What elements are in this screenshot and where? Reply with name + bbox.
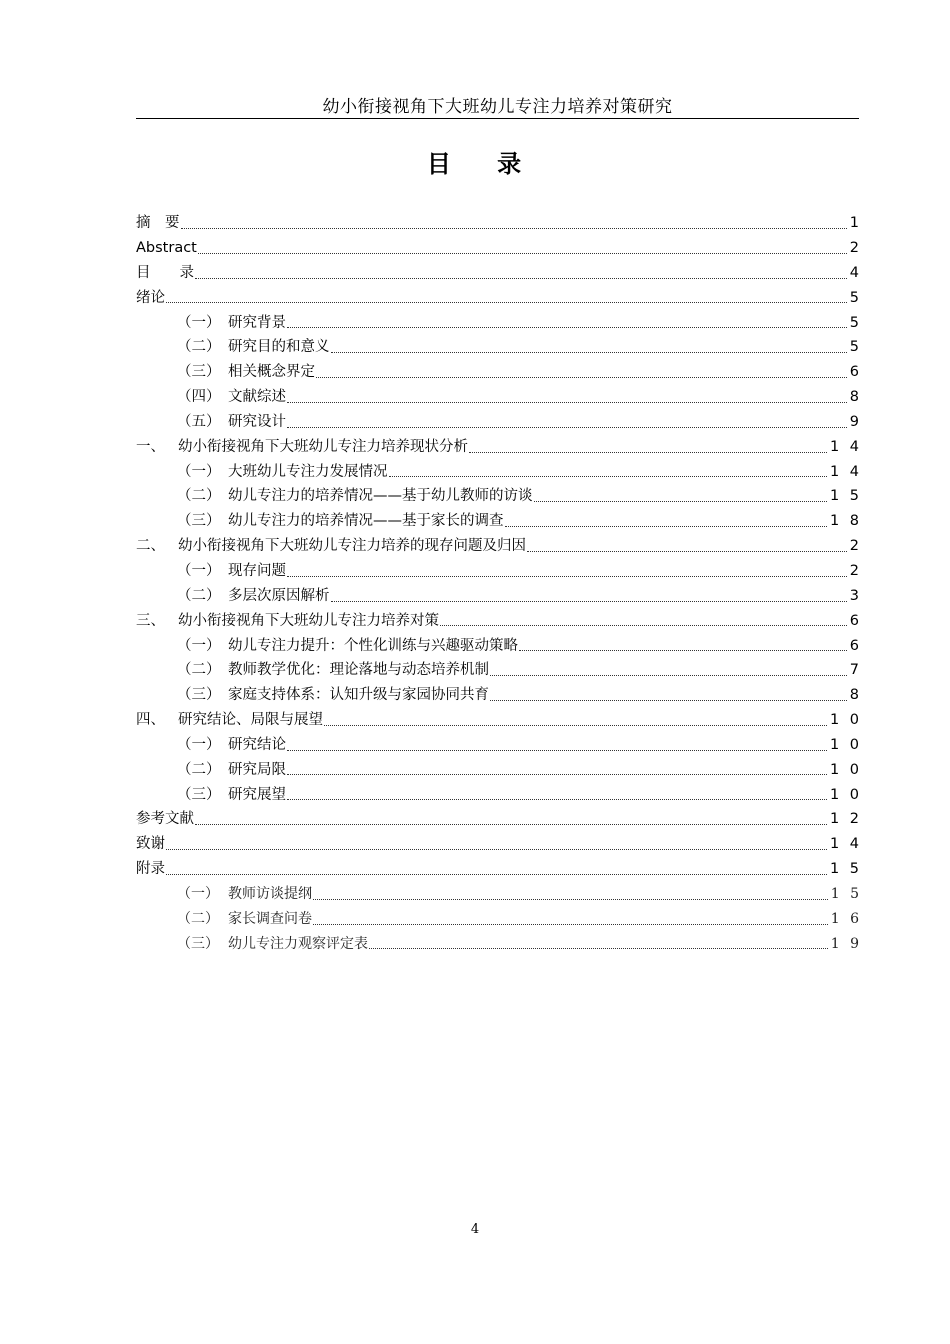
dot-leader	[313, 887, 828, 900]
toc-entry[interactable]	[136, 658, 862, 683]
toc-entry-page: 1 0	[829, 761, 862, 778]
dot-leader	[287, 415, 847, 428]
toc-entry-page: 1 5	[829, 861, 862, 878]
toc-entry-number: （二）	[177, 488, 221, 505]
toc-entry-page: 8	[849, 389, 862, 406]
toc-entry-page: 1	[849, 215, 862, 232]
toc-entry-label: 研究结论、局限与展望	[178, 712, 323, 729]
toc-entry[interactable]	[136, 857, 862, 882]
toc-entry-number: （一）	[177, 562, 221, 579]
toc-entry[interactable]	[136, 435, 862, 460]
toc-entry-page: 1 9	[830, 935, 862, 952]
toc-entry[interactable]	[136, 261, 862, 286]
toc-entry-page: 4	[849, 264, 862, 281]
dot-leader	[166, 862, 827, 875]
toc-entry[interactable]	[136, 360, 862, 385]
toc-entry-label: 多层次原因解析	[228, 587, 330, 604]
toc-entry[interactable]	[136, 931, 862, 956]
toc-entry-label: 家长调查问卷	[228, 911, 312, 928]
toc-entry-number: 二、	[136, 538, 165, 555]
toc-entry[interactable]	[136, 758, 862, 783]
toc-entry-number: （三）	[177, 935, 219, 952]
toc-entry[interactable]	[136, 534, 862, 559]
toc-entry-number: （一）	[177, 736, 221, 753]
toc-entry-page: 5	[849, 289, 862, 306]
toc-entry[interactable]	[136, 584, 862, 609]
dot-leader	[440, 613, 847, 626]
toc-entry[interactable]	[136, 310, 862, 335]
toc-entry-page: 8	[849, 687, 862, 704]
toc-entry-number: （二）	[177, 587, 221, 604]
dot-leader	[313, 912, 828, 925]
toc-entry-number: 一、	[136, 438, 165, 455]
toc-entry-number: （二）	[177, 662, 221, 679]
toc-entry-label: Abstract	[136, 240, 197, 257]
toc-entry-label: 幼儿专注力提升：个性化训练与兴趣驱动策略	[228, 637, 518, 654]
running-header-title: 幼小衔接视角下大班幼儿专注力培养对策研究	[322, 97, 673, 117]
toc-entry[interactable]	[136, 807, 862, 832]
toc-entry-page: 7	[849, 662, 862, 679]
toc-entry-page: 6	[849, 612, 862, 629]
toc-entry-number: 四、	[136, 712, 165, 729]
dot-leader	[316, 365, 847, 378]
dot-leader	[287, 564, 847, 577]
toc-entry-label: 致谢	[136, 836, 165, 853]
dot-leader	[195, 266, 847, 279]
toc-entry-label: 教师访谈提纲	[228, 886, 312, 903]
toc-entry-label: 幼小衔接视角下大班幼儿专注力培养的现存问题及归因	[178, 538, 526, 555]
toc-entry[interactable]	[136, 907, 862, 932]
toc-entry-page: 2	[849, 240, 862, 257]
toc-entry[interactable]	[136, 236, 862, 261]
toc-entry-label: 大班幼儿专注力发展情况	[228, 463, 388, 480]
toc-entry-page: 1 8	[829, 513, 862, 530]
dot-leader	[505, 514, 827, 527]
toc-entry[interactable]	[136, 211, 862, 236]
toc-entry-number: （三）	[177, 786, 221, 803]
toc-entry[interactable]	[136, 459, 862, 484]
toc-entry-number: （四）	[177, 389, 221, 406]
toc-entry-page: 1 4	[829, 463, 862, 480]
toc-entry-label: 幼儿专注力观察评定表	[228, 935, 368, 952]
toc-entry-label: 教师教学优化：理论落地与动态培养机制	[228, 662, 489, 679]
toc-entry-label: 幼小衔接视角下大班幼儿专注力培养对策	[178, 612, 439, 629]
toc-entry[interactable]	[136, 410, 862, 435]
dot-leader	[490, 663, 847, 676]
toc-entry-number: （一）	[177, 886, 219, 903]
dot-leader	[369, 936, 828, 949]
toc-entry[interactable]	[136, 832, 862, 857]
toc-entry-page: 1 0	[829, 736, 862, 753]
toc-entry[interactable]	[136, 385, 862, 410]
toc-entry-label: 幼儿专注力的培养情况——基于家长的调查	[228, 513, 504, 530]
dot-leader	[389, 464, 827, 477]
table-of-contents	[136, 211, 862, 956]
dot-leader	[519, 638, 847, 651]
toc-entry-label: 文献综述	[228, 389, 286, 406]
toc-entry-label: 研究局限	[228, 761, 286, 778]
toc-entry-page: 1 0	[829, 786, 862, 803]
dot-leader	[166, 837, 827, 850]
toc-entry-number: （三）	[177, 687, 221, 704]
toc-entry-label: 研究背景	[228, 314, 286, 331]
dot-leader	[331, 589, 847, 602]
toc-entry-number: （一）	[177, 463, 221, 480]
toc-entry-page: 1 4	[829, 836, 862, 853]
dot-leader	[195, 812, 827, 825]
toc-entry-number: （五）	[177, 413, 221, 430]
toc-entry-page: 1 5	[829, 488, 862, 505]
toc-entry-label: 研究设计	[228, 413, 286, 430]
toc-entry[interactable]	[136, 733, 862, 758]
dot-leader	[287, 762, 827, 775]
dot-leader	[490, 688, 847, 701]
dot-leader	[198, 241, 847, 254]
toc-entry[interactable]	[136, 683, 862, 708]
toc-entry-label: 目 录	[136, 264, 194, 281]
toc-entry-page: 1 0	[829, 712, 862, 729]
toc-entry-page: 1 5	[830, 886, 862, 903]
toc-entry-label: 参考文献	[136, 811, 194, 828]
toc-entry-label: 研究结论	[228, 736, 286, 753]
toc-entry[interactable]	[136, 633, 862, 658]
toc-entry[interactable]	[136, 509, 862, 534]
dot-leader	[534, 489, 827, 502]
toc-entry-page: 1 4	[829, 438, 862, 455]
dot-leader	[181, 216, 847, 229]
dot-leader	[287, 390, 847, 403]
toc-entry-label: 幼儿专注力的培养情况——基于幼儿教师的访谈	[228, 488, 533, 505]
toc-entry-label: 绪论	[136, 289, 165, 306]
dot-leader	[324, 713, 827, 726]
toc-entry-page: 5	[849, 314, 862, 331]
dot-leader	[469, 440, 827, 453]
dot-leader	[331, 340, 847, 353]
toc-entry-label: 相关概念界定	[228, 364, 315, 381]
toc-entry-label: 现存问题	[228, 562, 286, 579]
dot-leader	[287, 787, 827, 800]
toc-entry-number: （一）	[177, 637, 221, 654]
toc-entry-label: 研究目的和意义	[228, 339, 330, 356]
toc-entry-label: 研究展望	[228, 786, 286, 803]
toc-entry-number: （二）	[177, 761, 221, 778]
toc-entry-page: 2	[849, 562, 862, 579]
toc-entry[interactable]	[136, 484, 862, 509]
toc-entry-page: 2	[849, 538, 862, 555]
toc-entry-page: 5	[849, 339, 862, 356]
toc-entry-number: （一）	[177, 314, 221, 331]
toc-entry-number: （二）	[177, 339, 221, 356]
footer-page-number: 4	[470, 1222, 480, 1237]
toc-entry[interactable]	[136, 708, 862, 733]
toc-entry-label: 摘 要	[136, 215, 180, 232]
toc-entry-label: 家庭支持体系：认知升级与家园协同共育	[228, 687, 489, 704]
toc-entry-page: 1 6	[830, 911, 862, 928]
toc-entry-page: 3	[849, 587, 862, 604]
toc-entry[interactable]	[136, 609, 862, 634]
toc-entry[interactable]	[136, 335, 862, 360]
dot-leader	[287, 738, 827, 751]
toc-heading: 目 录	[426, 150, 524, 178]
toc-entry-number: （三）	[177, 364, 221, 381]
toc-entry[interactable]	[136, 286, 862, 311]
dot-leader	[287, 315, 847, 328]
toc-entry-label: 附录	[136, 861, 165, 878]
header-rule	[136, 118, 859, 119]
toc-entry-page: 9	[849, 413, 862, 430]
toc-entry-page: 1 2	[829, 811, 862, 828]
toc-entry-number: （二）	[177, 911, 219, 928]
toc-entry[interactable]	[136, 882, 862, 907]
dot-leader	[527, 539, 847, 552]
toc-entry[interactable]	[136, 782, 862, 807]
toc-entry-page: 6	[849, 637, 862, 654]
toc-entry-page: 6	[849, 364, 862, 381]
toc-entry[interactable]	[136, 559, 862, 584]
toc-entry-number: （三）	[177, 513, 221, 530]
dot-leader	[166, 290, 847, 303]
toc-entry-label: 幼小衔接视角下大班幼儿专注力培养现状分析	[178, 438, 468, 455]
toc-entry-number: 三、	[136, 612, 165, 629]
